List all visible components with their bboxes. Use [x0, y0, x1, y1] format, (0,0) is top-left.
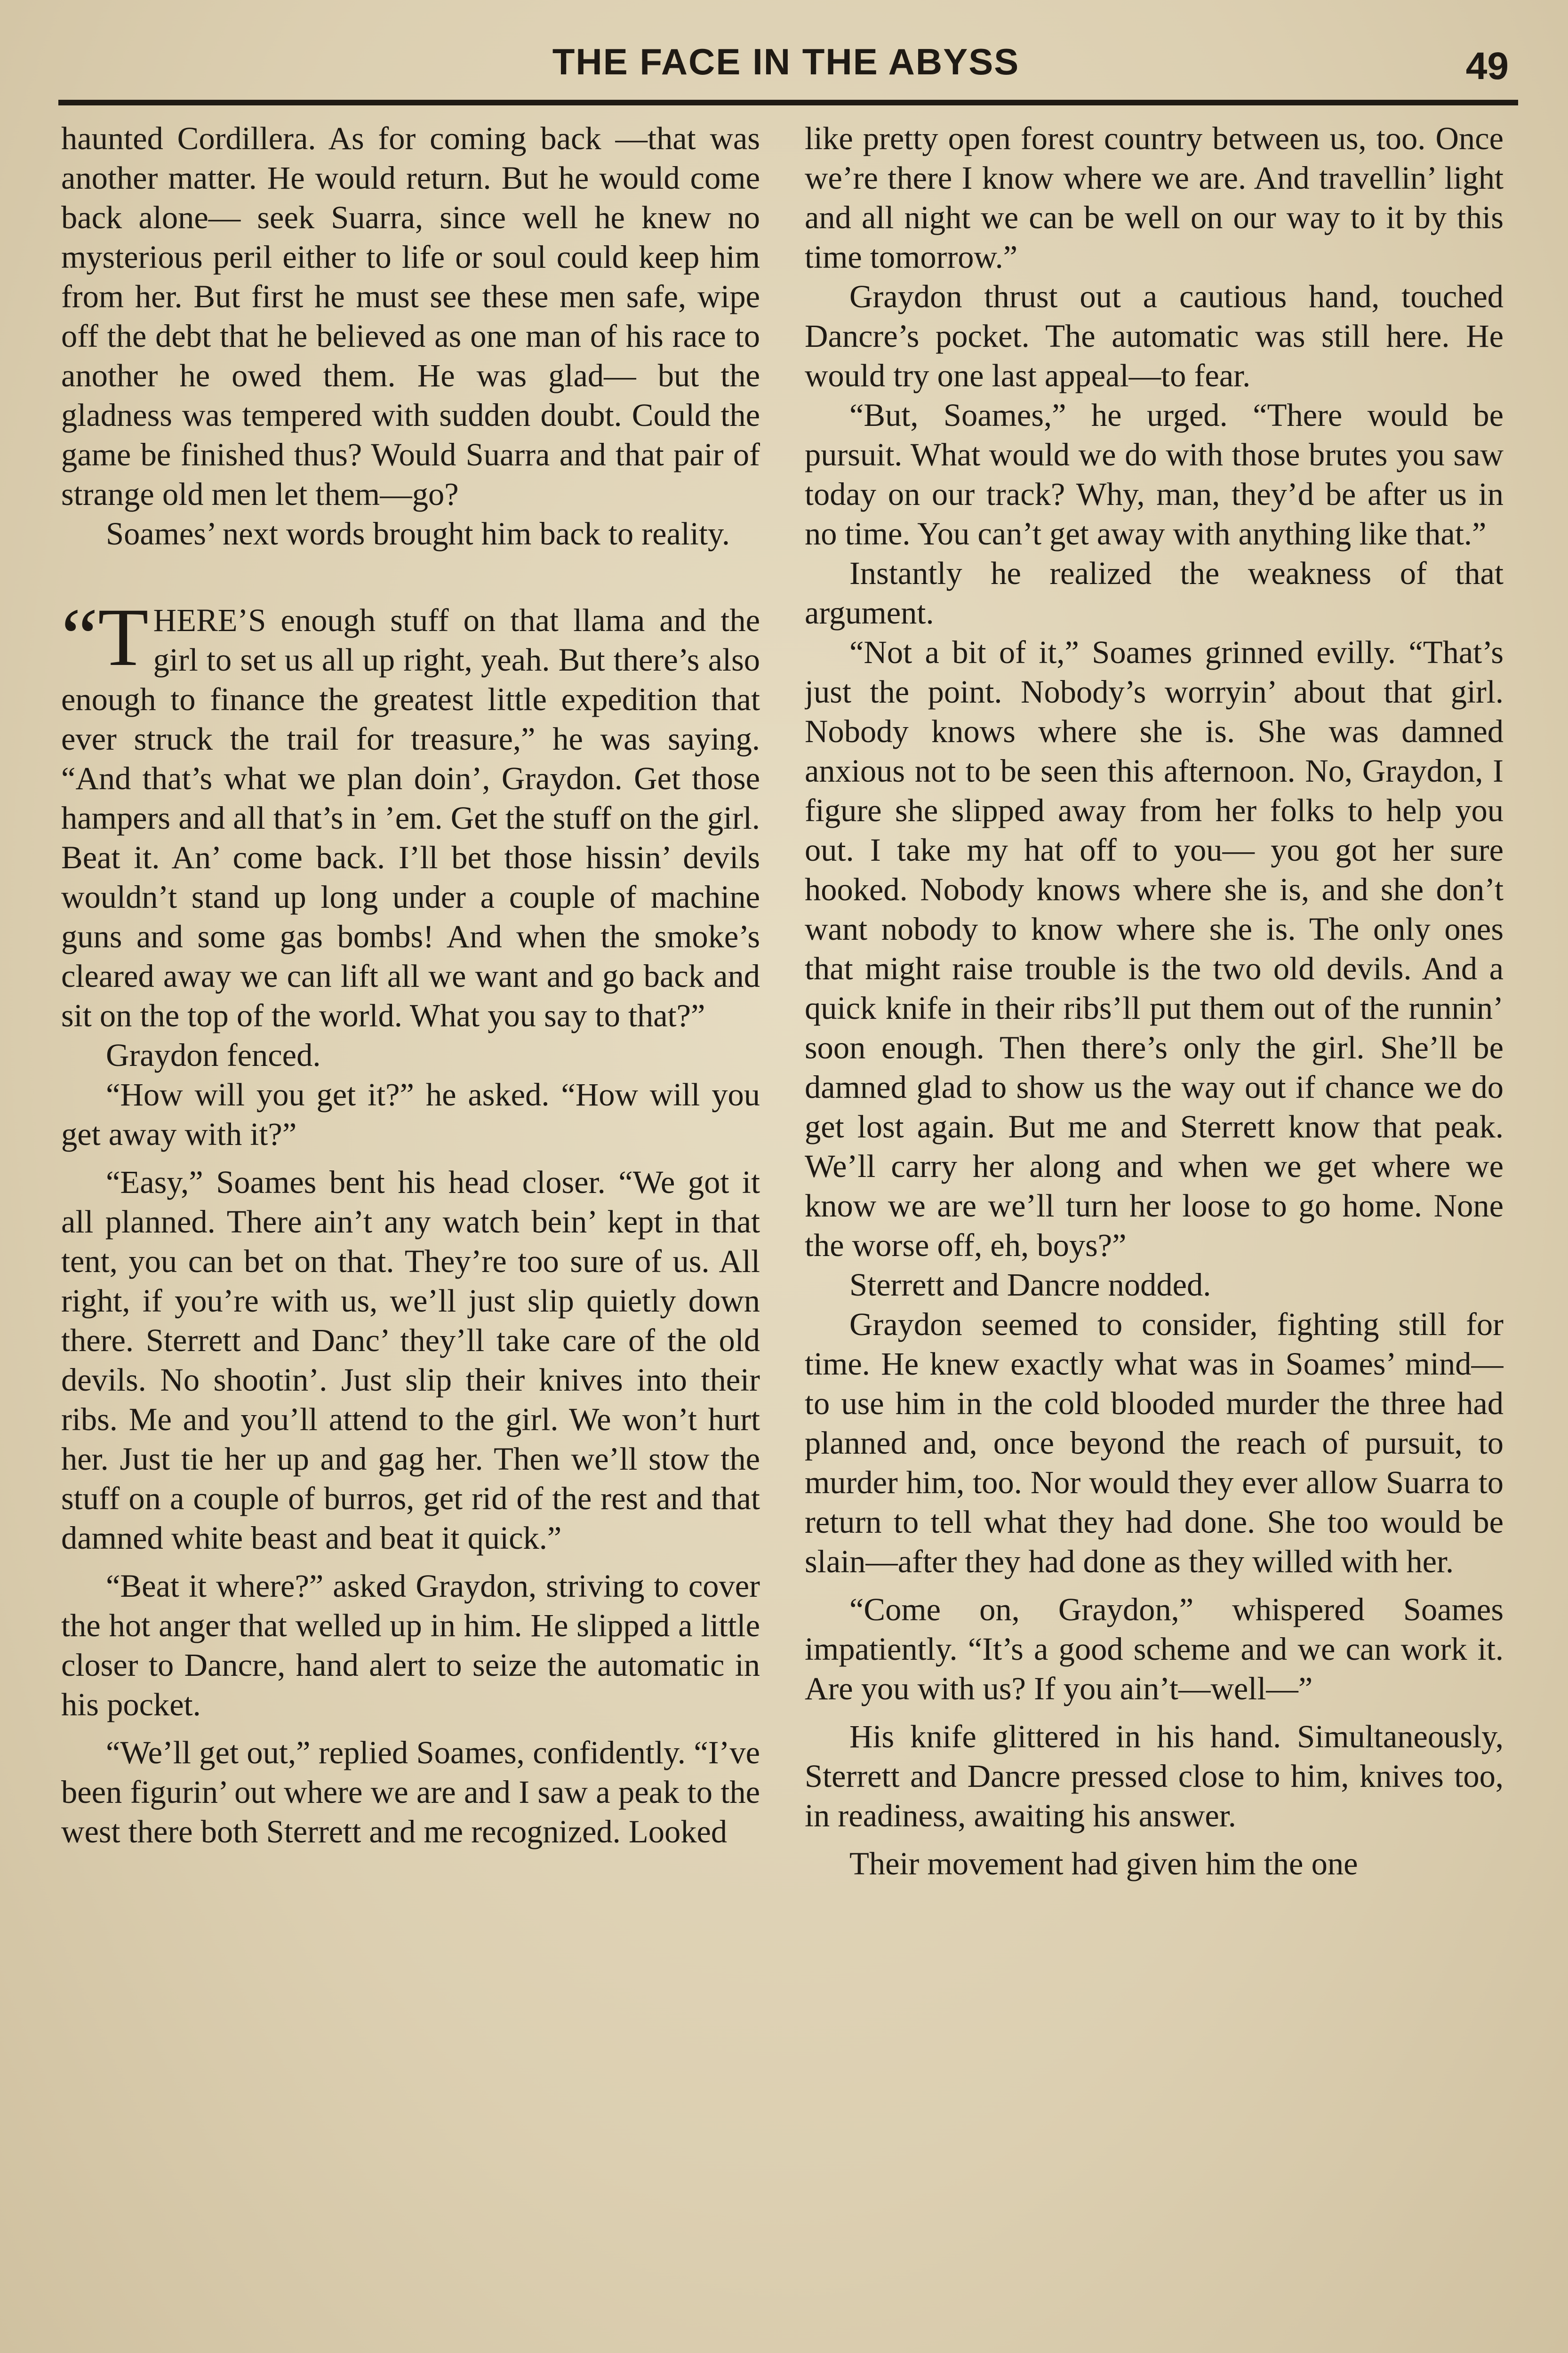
paragraph: “Easy,” Soames bent his head closer. “We got it all planned. There ain’t any watch bein’ kept in that tent, you can bet on that. They’re too sure of us. All right, if you’re with us, we’ll just slip quietly down there. Sterrett and Danc’ they’ll take care of the old devils. No shootin’. Just slip their knives into their ribs. Me and you’ll attend to the girl. We won’t hurt her. Just tie her up and gag her. Then we’ll stow the stuff on a couple of burros, get rid of the rest and that damned white beast and beat it quick.” [61, 1164, 760, 1556]
paragraph: Graydon fenced. [106, 1037, 321, 1073]
page-number: 49 [1465, 45, 1509, 88]
paragraph: Their movement had given him the one [849, 1846, 1358, 1881]
drop-cap-letter: T [98, 592, 149, 683]
drop-cap-quote: “ [61, 592, 98, 683]
paragraph: “Beat it where?” asked Graydon, striving to cover the hot anger that welled up in him. He slipped a little closer to Dancre, hand alert to seize the automatic in his pocket. [61, 1568, 760, 1722]
paragraph: Graydon thrust out a cautious hand, touched Dancre’s pocket. The automatic was still here. He would try one last appeal—to fear. [805, 279, 1504, 393]
paragraph: “How will you get it?” he asked. “How will you get away with it?” [61, 1077, 760, 1152]
paragraph: haunted Cordillera. As for coming back —that was another matter. He would return. But he would come back alone— seek Suarra, since well he knew no mysterious peril either to life or soul could keep him from her. But first he must see these men safe, wipe off the debt that he believed as one man of his race to another he owed them. He was glad— but the gladness was tempered with sudden doubt. Could the game be finished thus? Would Suarra and that pair of strange old men let them—go? [61, 120, 760, 512]
drop-cap [61, 592, 149, 683]
paragraph: Sterrett and Dancre nodded. [849, 1267, 1211, 1303]
paragraph-dropcap [61, 592, 760, 1035]
paragraph: Instantly he realized the weakness of that argument. [805, 555, 1504, 631]
paragraph-text: HERE’S enough stuff on that llama and the girl to set us all up right, yeah. But there’s also enough to finance the greatest little expedition that ever struck the trail for treasure,” he was saying. “And that’s what we plan doin’, Graydon. Get those hampers and all that’s in ’em. Get the stuff on the girl. Beat it. An’ come back. I’ll bet those hissin’ devils wouldn’t stand up long under a couple of machine guns and some gas bombs! And when the smoke’s cleared away we can lift all we want and go back and sit on the top of the world. What you say to that?” [61, 602, 760, 1033]
page-header [58, 40, 1513, 106]
header-rule [58, 100, 1518, 105]
paragraph: “But, Soames,” he urged. “There would be pursuit. What would we do with those brutes you saw today on our track? Why, man, they’d be after us in no time. You can’t get away with anything like that.” [805, 397, 1504, 552]
paragraph: Soames’ next words brought him back to reality. [106, 516, 730, 552]
left-column [61, 119, 760, 2353]
right-column [805, 119, 1504, 2353]
paragraph: His knife glittered in his hand. Simultaneously, Sterrett and Dancre pressed close to him, knives too, in readiness, awaiting his answer. [805, 1719, 1504, 1833]
running-title: THE FACE IN THE ABYSS [552, 41, 1020, 82]
paragraph: Graydon seemed to consider, fighting still for time. He knew exactly what was in Soames’ mind—to use him in the cold blooded murder the three had planned and, once beyond the reach of pursuit, to murder him, too. Nor would they ever allow Suarra to return to tell what they had done. She too would be slain—after they had done as they willed with her. [805, 1306, 1504, 1579]
paragraph: like pretty open forest country between us, too. Once we’re there I know where we are. And travellin’ light and all night we can be well on our way to it by this time tomorrow.” [805, 120, 1504, 275]
paragraph: “We’ll get out,” replied Soames, confidently. “I’ve been figurin’ out where we are and I saw a peak to the west there both Sterrett and me recognized. Looked [61, 1735, 760, 1849]
paragraph: “Come on, Graydon,” whispered Soames impatiently. “It’s a good scheme and we can work it. Are you with us? If you ain’t—well—” [805, 1592, 1504, 1706]
paragraph: “Not a bit of it,” Soames grinned evilly. “That’s just the point. Nobody’s worryin’ about that girl. Nobody knows where she is. She was damned anxious not to be seen this afternoon. No, Graydon, I figure she slipped away from her folks to help you out. I take my hat off to you— you got her sure hooked. Nobody knows where she is, and she don’t want nobody to know where she is. The only ones that might raise trouble is the two old devils. And a quick knife in their ribs’ll put them out of the runnin’ soon enough. Then there’s only the girl. She’ll be damned glad to show us the way out if chance we do get lost again. But me and Sterrett know that peak. We’ll carry her along and when we get where we know we are we’ll turn her loose to go home. None the worse off, eh, boys?” [805, 634, 1504, 1263]
